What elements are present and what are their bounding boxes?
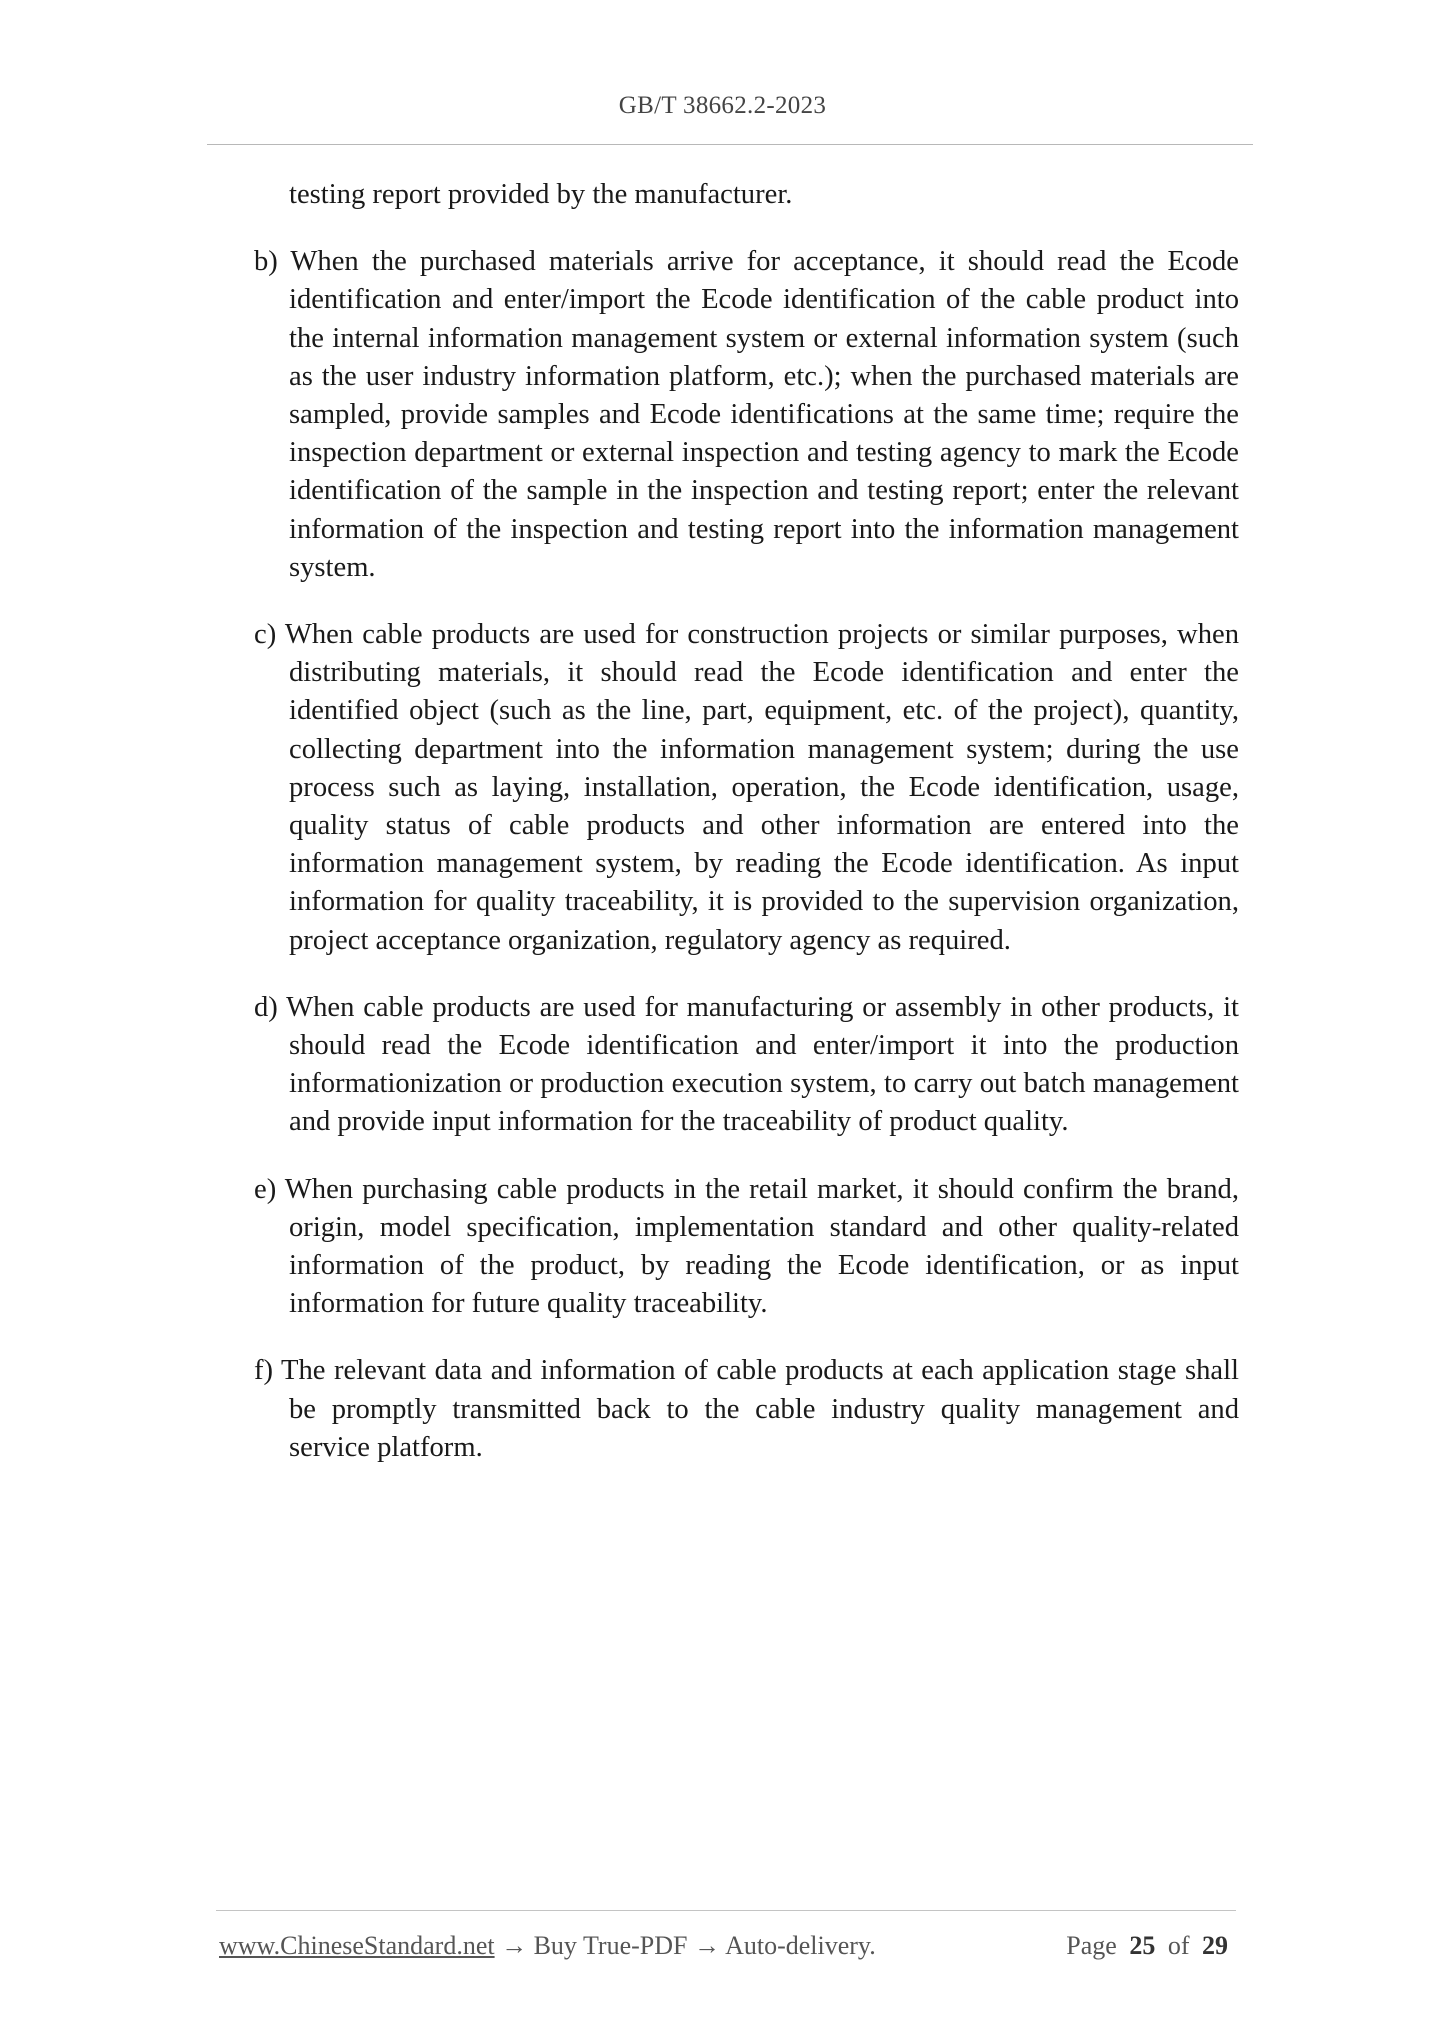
site-link[interactable]: www.ChineseStandard.net	[219, 1931, 495, 1960]
arrow-right-icon: →	[501, 1931, 528, 1960]
header-divider	[207, 144, 1253, 145]
document-body	[254, 176, 1239, 1496]
auto-delivery-text: Auto-delivery.	[725, 1931, 876, 1960]
page-header-title: GB/T 38662.2-2023	[618, 92, 827, 119]
of-label: of	[1167, 1931, 1190, 1960]
list-item-b: b) When the purchased materials arrive for acceptance, it should read the Ecode identification and enter/import the Ecode identification of the cable product into the internal information management system or external information system (such as the user industry information platform, etc.); when the purchased materials are sampled, provide samples and Ecode identifications at the same time; require the inspection department or external inspection and testing agency to mark the Ecode identification of the sample in the inspection and testing report; enter the relevant information of the inspection and testing report into the information management system.	[254, 246, 1239, 583]
page-label: Page	[1066, 1931, 1117, 1960]
list-item-d: d) When cable products are used for manufacturing or assembly in other products, it should read the Ecode identification and enter/import it into the production informationization or production execution system, to carry out batch management and provide input information for the traceability of product quality.	[254, 991, 1239, 1138]
continuation-paragraph: testing report provided by the manufacturer.	[289, 179, 793, 210]
page-indicator	[1066, 1931, 1234, 1961]
list-item-e: e) When purchasing cable products in the retail market, it should confirm the brand, origin, model specification, implementation standard and other quality-related information of the product, by reading the Ecode identification, or as input information for future quality traceability.	[254, 1173, 1239, 1320]
page-total: 29	[1202, 1931, 1228, 1960]
arrow-right-icon: →	[694, 1931, 720, 1960]
list-item-f: f) The relevant data and information of cable products at each application stage shall be promptly transmitted back to the cable industry quality management and service platform.	[254, 1355, 1239, 1463]
list-item-c: c) When cable products are used for construction projects or similar purposes, when distributing materials, it should read the Ecode identification and enter the identified object (such as the line, part, equipment, etc. of the project), quantity, collecting department into the information management system; during the use process such as laying, installation, operation, the Ecode identification, usage, quality status of cable products and other information are entered into the information management system, by reading the Ecode identification. As input information for quality traceability, it is provided to the supervision organization, project acceptance organization, regulatory agency as required.	[254, 619, 1239, 956]
page-number: 25	[1129, 1931, 1156, 1960]
footer-promo	[219, 1931, 876, 1961]
footer-divider	[216, 1910, 1236, 1911]
buy-pdf-text: Buy True-PDF	[533, 1931, 688, 1960]
